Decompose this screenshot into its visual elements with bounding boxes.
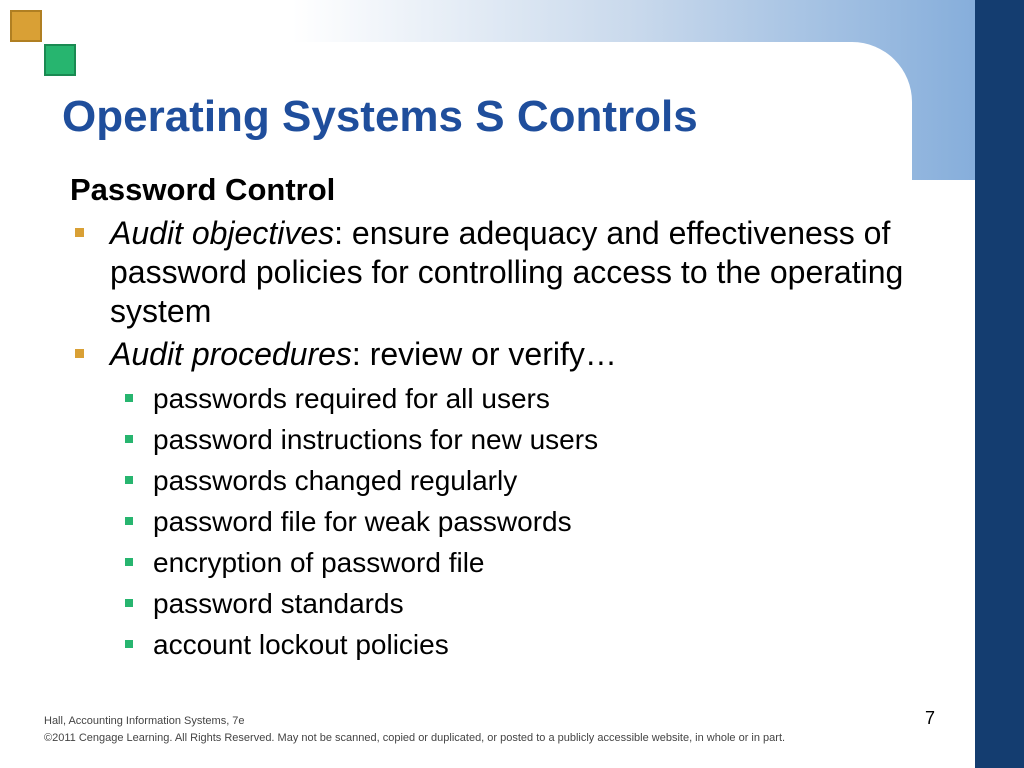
footer-line-1: Hall, Accounting Information Systems, 7e bbox=[44, 715, 245, 727]
green-bullet-icon bbox=[125, 599, 133, 607]
green-bullet-icon bbox=[125, 476, 133, 484]
green-bullet-icon bbox=[125, 435, 133, 443]
slide-title: Operating Systems S Controls bbox=[62, 92, 698, 141]
page-number: 7 bbox=[925, 708, 936, 728]
bullet-audit-objectives bbox=[70, 214, 950, 331]
footer-credits bbox=[44, 713, 785, 747]
subheading: Password Control bbox=[70, 172, 336, 207]
sub-bullet-item: password instructions for new users bbox=[70, 419, 950, 460]
sub-bullet-item: encryption of password file bbox=[70, 542, 950, 583]
bullet-audit-procedures bbox=[70, 335, 950, 374]
sub-bullet-item: account lockout policies bbox=[70, 624, 950, 665]
bullet-text: : ensure adequacy and effectiveness of password policies for controlling access to the operating system bbox=[110, 215, 904, 329]
orange-square-logo bbox=[10, 10, 42, 42]
sub-bullet-item: password file for weak passwords bbox=[70, 501, 950, 542]
bullet-term: Audit procedures bbox=[110, 336, 352, 372]
green-bullet-icon bbox=[125, 517, 133, 525]
bullet-term: Audit objectives bbox=[110, 215, 335, 251]
green-bullet-icon bbox=[125, 640, 133, 648]
green-bullet-icon bbox=[125, 558, 133, 566]
sub-bullet-item: passwords changed regularly bbox=[70, 460, 950, 501]
sub-bullet-item: password standards bbox=[70, 583, 950, 624]
orange-bullet-icon bbox=[75, 228, 84, 237]
sub-bullet-item: passwords required for all users bbox=[70, 378, 950, 419]
slide-content bbox=[70, 172, 950, 665]
green-bullet-icon bbox=[125, 394, 133, 402]
bullet-text: : review or verify… bbox=[351, 336, 617, 372]
footer-line-2: ©2011 Cengage Learning. All Rights Reserved. May not be scanned, copied or duplicated, or posted to a publicly accessible website, in whole or in part. bbox=[44, 732, 786, 744]
orange-bullet-icon bbox=[75, 349, 84, 358]
right-sidebar-bar bbox=[975, 0, 1024, 768]
green-square-logo bbox=[44, 44, 76, 76]
